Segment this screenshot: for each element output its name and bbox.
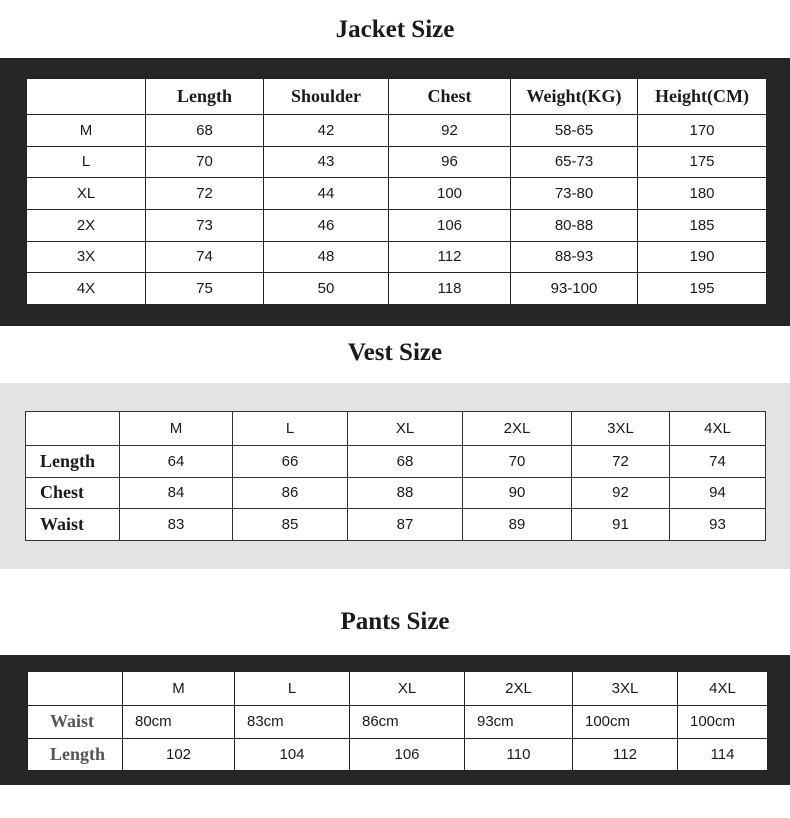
- table-cell: 75: [146, 273, 264, 305]
- table-cell: 93: [670, 509, 766, 541]
- table-cell: 83: [120, 509, 233, 541]
- table-cell: 86cm: [350, 706, 465, 739]
- table-cell: 180: [638, 178, 767, 210]
- header-cell: 3XL: [572, 412, 670, 446]
- header-cell: [28, 672, 123, 706]
- table-cell: 73-80: [511, 178, 638, 210]
- table-row: [27, 273, 767, 305]
- header-cell: [27, 79, 146, 115]
- jacket-size-table: [26, 78, 767, 305]
- table-cell: 83cm: [235, 706, 350, 739]
- header-cell: L: [235, 672, 350, 706]
- table-cell: 74: [670, 446, 766, 478]
- table-cell: 68: [146, 115, 264, 147]
- header-cell: XL: [350, 672, 465, 706]
- size-label: L: [27, 146, 146, 178]
- table-cell: 74: [146, 241, 264, 273]
- table-cell: 93cm: [465, 706, 573, 739]
- table-cell: 64: [120, 446, 233, 478]
- pants-size-table: [27, 671, 768, 771]
- table-row: [26, 477, 766, 509]
- header-cell: 3XL: [573, 672, 678, 706]
- header-cell: 2XL: [463, 412, 572, 446]
- table-cell: 106: [350, 738, 465, 771]
- vest-size-title: Vest Size: [347, 339, 443, 366]
- table-cell: 110: [465, 738, 573, 771]
- table-cell: 46: [264, 209, 389, 241]
- table-cell: 65-73: [511, 146, 638, 178]
- table-cell: 96: [389, 146, 511, 178]
- table-row: [26, 446, 766, 478]
- table-row: [26, 509, 766, 541]
- header-cell: 4XL: [678, 672, 768, 706]
- table-cell: 185: [638, 209, 767, 241]
- header-cell: M: [120, 412, 233, 446]
- table-row: [27, 115, 767, 147]
- table-cell: 106: [389, 209, 511, 241]
- table-cell: 68: [348, 446, 463, 478]
- table-cell: 118: [389, 273, 511, 305]
- table-cell: 44: [264, 178, 389, 210]
- table-cell: 94: [670, 477, 766, 509]
- header-cell: M: [123, 672, 235, 706]
- table-cell: 72: [146, 178, 264, 210]
- table-cell: 85: [233, 509, 348, 541]
- table-cell: 190: [638, 241, 767, 273]
- table-cell: 100cm: [573, 706, 678, 739]
- table-cell: 70: [146, 146, 264, 178]
- table-cell: 88: [348, 477, 463, 509]
- header-cell: Shoulder: [264, 79, 389, 115]
- table-header-row: [27, 79, 767, 115]
- table-cell: 90: [463, 477, 572, 509]
- table-cell: 80cm: [123, 706, 235, 739]
- table-cell: 175: [638, 146, 767, 178]
- header-cell: Length: [146, 79, 264, 115]
- measure-label: Length: [26, 446, 120, 478]
- table-cell: 170: [638, 115, 767, 147]
- table-cell: 92: [389, 115, 511, 147]
- table-header-row: [28, 672, 768, 706]
- header-cell: Height(CM): [638, 79, 767, 115]
- table-cell: 102: [123, 738, 235, 771]
- table-cell: 66: [233, 446, 348, 478]
- table-cell: 91: [572, 509, 670, 541]
- table-row: [27, 146, 767, 178]
- table-cell: 42: [264, 115, 389, 147]
- table-cell: 70: [463, 446, 572, 478]
- table-row: [28, 738, 768, 771]
- table-cell: 93-100: [511, 273, 638, 305]
- table-row: [27, 178, 767, 210]
- header-cell: 2XL: [465, 672, 573, 706]
- measure-label: Waist: [28, 706, 123, 739]
- table-cell: 72: [572, 446, 670, 478]
- table-cell: 48: [264, 241, 389, 273]
- vest-size-table: [25, 411, 766, 541]
- table-cell: 50: [264, 273, 389, 305]
- table-header-row: [26, 412, 766, 446]
- size-label: 3X: [27, 241, 146, 273]
- table-cell: 43: [264, 146, 389, 178]
- table-cell: 104: [235, 738, 350, 771]
- table-cell: 195: [638, 273, 767, 305]
- table-cell: 87: [348, 509, 463, 541]
- table-cell: 58-65: [511, 115, 638, 147]
- table-row: [27, 241, 767, 273]
- table-cell: 89: [463, 509, 572, 541]
- pants-size-title: Pants Size: [340, 608, 450, 635]
- size-label: XL: [27, 178, 146, 210]
- table-cell: 100: [389, 178, 511, 210]
- table-row: [27, 209, 767, 241]
- header-cell: Weight(KG): [511, 79, 638, 115]
- size-label: 4X: [27, 273, 146, 305]
- table-cell: 84: [120, 477, 233, 509]
- size-label: 2X: [27, 209, 146, 241]
- header-cell: [26, 412, 120, 446]
- table-cell: 114: [678, 738, 768, 771]
- measure-label: Chest: [26, 477, 120, 509]
- header-cell: L: [233, 412, 348, 446]
- jacket-size-title: Jacket Size: [335, 16, 455, 43]
- header-cell: XL: [348, 412, 463, 446]
- table-row: [28, 706, 768, 739]
- table-cell: 80-88: [511, 209, 638, 241]
- table-cell: 100cm: [678, 706, 768, 739]
- table-cell: 88-93: [511, 241, 638, 273]
- measure-label: Length: [28, 738, 123, 771]
- size-label: M: [27, 115, 146, 147]
- header-cell: 4XL: [670, 412, 766, 446]
- table-cell: 112: [573, 738, 678, 771]
- table-cell: 73: [146, 209, 264, 241]
- header-cell: Chest: [389, 79, 511, 115]
- table-cell: 92: [572, 477, 670, 509]
- table-cell: 112: [389, 241, 511, 273]
- table-cell: 86: [233, 477, 348, 509]
- measure-label: Waist: [26, 509, 120, 541]
